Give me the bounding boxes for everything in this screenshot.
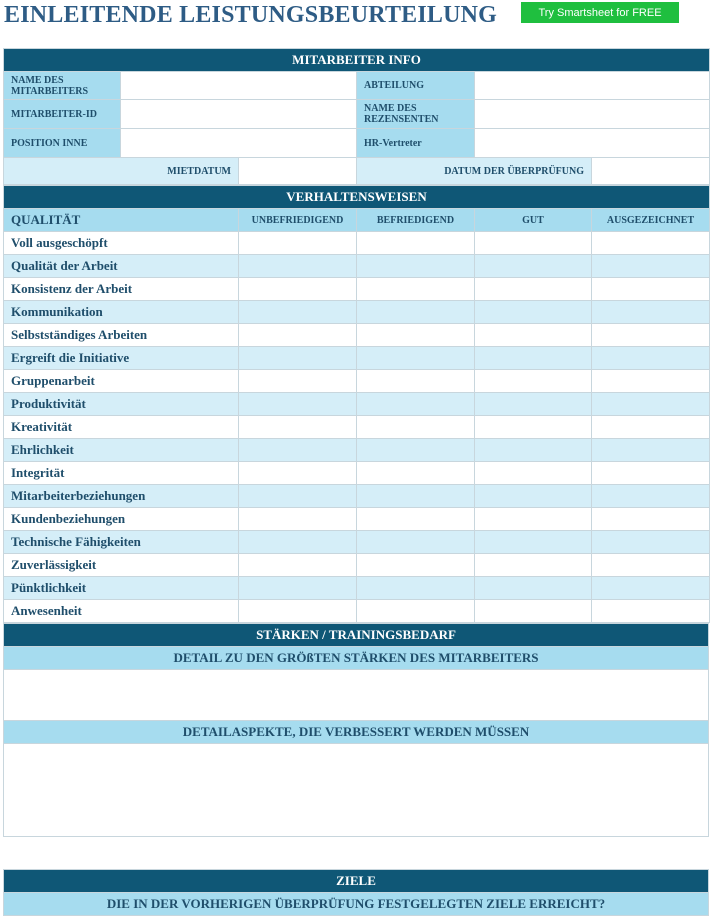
strengths-table xyxy=(3,623,709,837)
rating-cell[interactable] xyxy=(239,393,357,416)
behavior-row xyxy=(4,416,710,439)
employee-id-field[interactable] xyxy=(121,100,357,129)
rating-cell[interactable] xyxy=(357,370,475,393)
goals-header: ZIELE xyxy=(4,870,709,893)
behavior-name: Anwesenheit xyxy=(4,600,239,623)
behavior-name: Selbstständiges Arbeiten xyxy=(4,324,239,347)
behavior-row xyxy=(4,370,710,393)
strengths-detail-label: DETAIL ZU DEN GRÖßTEN STÄRKEN DES MITARBEITERS xyxy=(4,647,709,670)
hire-date-field[interactable] xyxy=(239,158,357,185)
hr-rep-label: HR-Vertreter xyxy=(357,129,475,158)
rating-cell[interactable] xyxy=(239,600,357,623)
try-smartsheet-button[interactable]: Try Smartsheet for FREE xyxy=(521,2,679,23)
behavior-row xyxy=(4,393,710,416)
behavior-name: Qualität der Arbeit xyxy=(4,255,239,278)
rating-cell[interactable] xyxy=(475,278,592,301)
rating-cell[interactable] xyxy=(357,393,475,416)
rating-cell[interactable] xyxy=(475,255,592,278)
goals-question: DIE IN DER VORHERIGEN ÜBERPRÜFUNG FESTGELEGTEN ZIELE ERREICHT? xyxy=(4,893,709,916)
rating-cell[interactable] xyxy=(475,508,592,531)
behavior-row xyxy=(4,600,710,623)
improvement-detail-field[interactable] xyxy=(4,744,709,837)
department-label: ABTEILUNG xyxy=(357,72,475,100)
behavior-row xyxy=(4,439,710,462)
column-header: UNBEFRIEDIGEND xyxy=(239,209,357,232)
rating-cell[interactable] xyxy=(592,508,710,531)
behavior-name: Kreativität xyxy=(4,416,239,439)
rating-cell[interactable] xyxy=(592,462,710,485)
rating-cell[interactable] xyxy=(475,600,592,623)
rating-cell[interactable] xyxy=(475,554,592,577)
behavior-name: Ehrlichkeit xyxy=(4,439,239,462)
employee-id-label: MITARBEITER-ID xyxy=(4,100,121,129)
rating-cell[interactable] xyxy=(357,324,475,347)
behavior-name: Kundenbeziehungen xyxy=(4,508,239,531)
behavior-name: Technische Fähigkeiten xyxy=(4,531,239,554)
rating-cell[interactable] xyxy=(592,554,710,577)
rating-cell[interactable] xyxy=(239,324,357,347)
page-title: EINLEITENDE LEISTUNGSBEURTEILUNG xyxy=(4,2,498,28)
rating-cell[interactable] xyxy=(357,232,475,255)
department-field[interactable] xyxy=(475,72,710,100)
rating-cell[interactable] xyxy=(239,439,357,462)
behavior-name: Produktivität xyxy=(4,393,239,416)
rating-cell[interactable] xyxy=(239,485,357,508)
rating-cell[interactable] xyxy=(357,255,475,278)
rating-cell[interactable] xyxy=(239,255,357,278)
review-date-label: DATUM DER ÜBERPRÜFUNG xyxy=(357,158,592,185)
rating-cell[interactable] xyxy=(239,232,357,255)
rating-cell[interactable] xyxy=(239,554,357,577)
hire-date-label: MIETDATUM xyxy=(4,158,239,185)
rating-cell[interactable] xyxy=(592,531,710,554)
rating-cell[interactable] xyxy=(239,347,357,370)
hr-rep-field[interactable] xyxy=(475,129,710,158)
strengths-header: STÄRKEN / TRAININGSBEDARF xyxy=(4,624,709,647)
improvement-detail-label: DETAILASPEKTE, DIE VERBESSERT WERDEN MÜSSEN xyxy=(4,721,709,744)
goals-section xyxy=(3,869,709,916)
rating-cell[interactable] xyxy=(592,416,710,439)
reviewer-name-field[interactable] xyxy=(475,100,710,129)
behavior-row xyxy=(4,577,710,600)
rating-cell[interactable] xyxy=(592,393,710,416)
rating-cell[interactable] xyxy=(239,278,357,301)
behavior-name: Ergreift die Initiative xyxy=(4,347,239,370)
behavior-name: Konsistenz der Arbeit xyxy=(4,278,239,301)
rating-cell[interactable] xyxy=(592,439,710,462)
behavior-row xyxy=(4,508,710,531)
rating-cell[interactable] xyxy=(357,600,475,623)
behavior-name: Kommunikation xyxy=(4,301,239,324)
rating-cell[interactable] xyxy=(475,347,592,370)
rating-cell[interactable] xyxy=(357,462,475,485)
column-header: GUT xyxy=(475,209,592,232)
rating-cell[interactable] xyxy=(357,554,475,577)
rating-cell[interactable] xyxy=(239,508,357,531)
rating-cell[interactable] xyxy=(592,577,710,600)
employee-info-table xyxy=(3,48,710,185)
behavior-name: Mitarbeiterbeziehungen xyxy=(4,485,239,508)
behavior-row xyxy=(4,554,710,577)
behavior-row xyxy=(4,531,710,554)
rating-cell[interactable] xyxy=(475,439,592,462)
behavior-name: Zuverlässigkeit xyxy=(4,554,239,577)
rating-cell[interactable] xyxy=(357,416,475,439)
behavior-row xyxy=(4,255,710,278)
rating-cell[interactable] xyxy=(239,577,357,600)
behavior-name: Pünktlichkeit xyxy=(4,577,239,600)
rating-cell[interactable] xyxy=(475,485,592,508)
rating-cell[interactable] xyxy=(239,370,357,393)
column-header: QUALITÄT xyxy=(4,209,239,232)
rating-cell[interactable] xyxy=(475,531,592,554)
rating-cell[interactable] xyxy=(239,301,357,324)
employee-name-label: NAME DES MITARBEITERS xyxy=(4,72,121,100)
behavior-row xyxy=(4,232,710,255)
rating-cell[interactable] xyxy=(357,439,475,462)
rating-cell[interactable] xyxy=(239,531,357,554)
employee-name-field[interactable] xyxy=(121,72,357,100)
rating-cell[interactable] xyxy=(475,232,592,255)
rating-cell[interactable] xyxy=(357,347,475,370)
behavior-row xyxy=(4,278,710,301)
behavior-row xyxy=(4,485,710,508)
employee-info-header: MITARBEITER INFO xyxy=(4,49,710,72)
rating-cell[interactable] xyxy=(592,255,710,278)
rating-cell[interactable] xyxy=(592,485,710,508)
rating-cell[interactable] xyxy=(475,393,592,416)
rating-cell[interactable] xyxy=(239,416,357,439)
behavior-row xyxy=(4,301,710,324)
behavior-name: Gruppenarbeit xyxy=(4,370,239,393)
rating-cell[interactable] xyxy=(475,577,592,600)
rating-cell[interactable] xyxy=(357,531,475,554)
strengths-detail-field[interactable] xyxy=(4,670,709,721)
rating-cell[interactable] xyxy=(357,485,475,508)
behavior-name: Integrität xyxy=(4,462,239,485)
rating-cell[interactable] xyxy=(475,324,592,347)
rating-cell[interactable] xyxy=(475,370,592,393)
behavior-name: Voll ausgeschöpft xyxy=(4,232,239,255)
rating-cell[interactable] xyxy=(357,301,475,324)
column-header: AUSGEZEICHNET xyxy=(592,209,710,232)
rating-cell[interactable] xyxy=(592,301,710,324)
rating-cell[interactable] xyxy=(357,278,475,301)
behavior-row xyxy=(4,462,710,485)
reviewer-name-label: NAME DES REZENSENTEN xyxy=(357,100,475,129)
position-label: POSITION INNE xyxy=(4,129,121,158)
rating-cell[interactable] xyxy=(592,370,710,393)
behavior-row xyxy=(4,324,710,347)
behavior-row xyxy=(4,347,710,370)
rating-cell[interactable] xyxy=(592,232,710,255)
column-header: BEFRIEDIGEND xyxy=(357,209,475,232)
rating-cell[interactable] xyxy=(475,416,592,439)
rating-cell[interactable] xyxy=(592,347,710,370)
rating-cell[interactable] xyxy=(357,508,475,531)
rating-cell[interactable] xyxy=(592,278,710,301)
behaviors-table xyxy=(3,185,710,623)
rating-cell[interactable] xyxy=(475,462,592,485)
rating-cell[interactable] xyxy=(592,600,710,623)
review-form xyxy=(3,48,709,837)
rating-cell[interactable] xyxy=(357,577,475,600)
rating-cell[interactable] xyxy=(475,301,592,324)
position-field[interactable] xyxy=(121,129,357,158)
goals-table xyxy=(3,869,709,916)
behaviors-header: VERHALTENSWEISEN xyxy=(4,186,710,209)
rating-cell[interactable] xyxy=(239,462,357,485)
review-date-field[interactable] xyxy=(592,158,710,185)
rating-cell[interactable] xyxy=(592,324,710,347)
